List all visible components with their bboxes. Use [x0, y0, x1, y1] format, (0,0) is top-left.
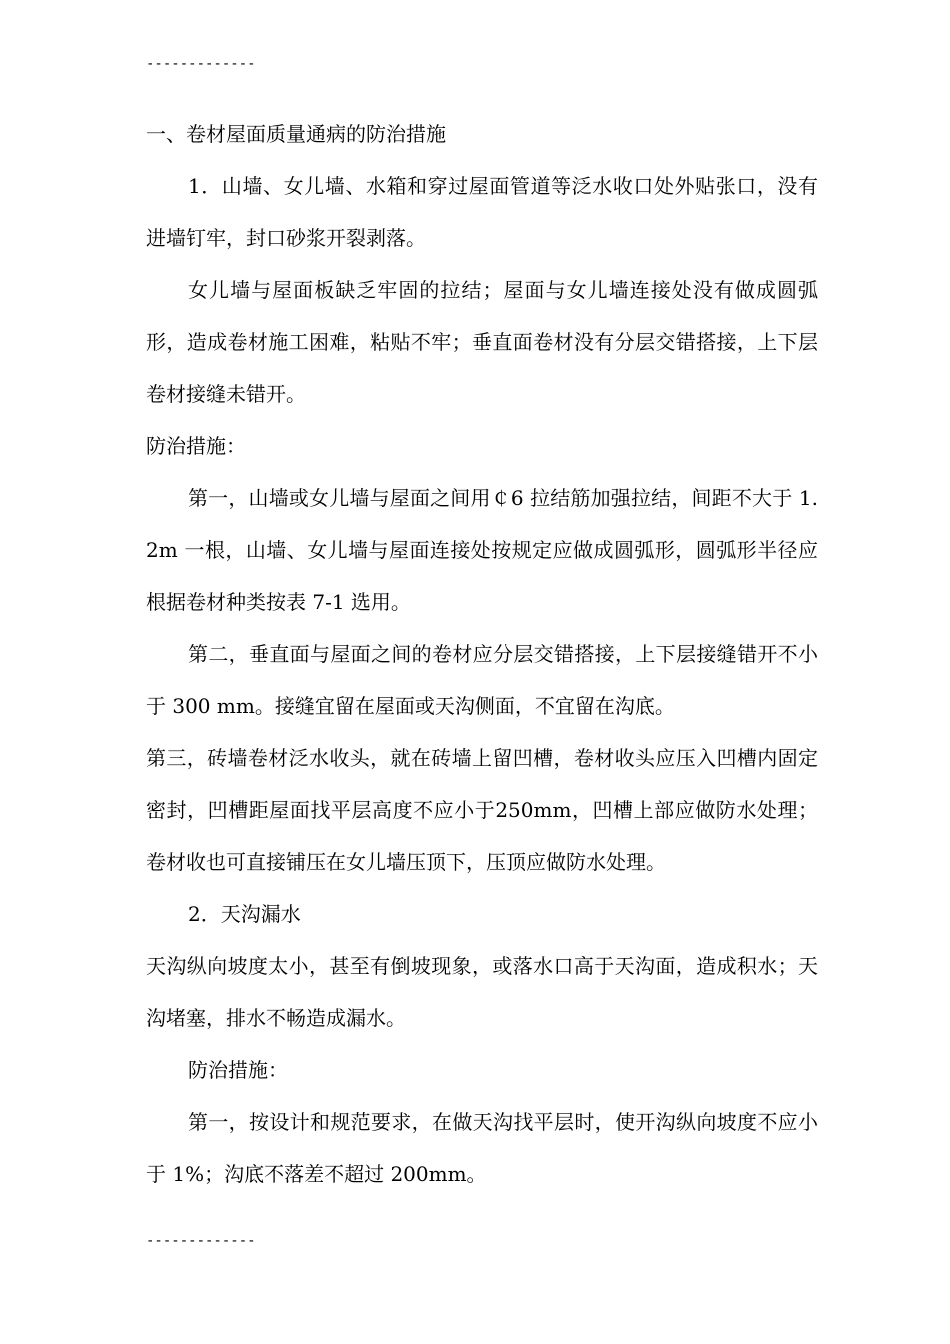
footer-rule: -------------: [146, 1233, 256, 1249]
paragraph-6: 第三，砖墙卷材泛水收头，就在砖墙上留凹槽，卷材收头应压入凹槽内固定密封，凹槽距屋面找平层高度不应小于250mm，凹槽上部应做防水处理；卷材收也可直接铺压在女儿墙压顶下，压顶应做防水处理。: [146, 746, 818, 874]
paragraph-10: 第一，按设计和规范要求，在做天沟找平层时，使开沟纵向坡度不应小于 1%；沟底不落差不超过 200mm。: [146, 1110, 818, 1186]
section-heading: 一、卷材屋面质量通病的防治措施: [146, 122, 446, 146]
paragraph-2: 女儿墙与屋面板缺乏牢固的拉结；屋面与女儿墙连接处没有做成圆弧形，造成卷材施工困难，粘贴不牢；垂直面卷材没有分层交错搭接，上下层卷材接缝未错开。: [146, 278, 818, 406]
paragraph-8: 天沟纵向坡度太小，甚至有倒坡现象，或落水口高于天沟面，造成积水；天沟堵塞，排水不畅造成漏水。: [146, 954, 818, 1030]
paragraph-1: 1．山墙、女儿墙、水箱和穿过屋面管道等泛水收口处外贴张口，没有进墙钉牢，封口砂浆开裂剥落。: [146, 174, 818, 250]
paragraph-4: 第一，山墙或女儿墙与屋面之间用￠6 拉结筋加强拉结，间距不大于 1.2m 一根，山墙、女儿墙与屋面连接处按规定应做成圆弧形，圆弧形半径应根据卷材种类按表 7-1 选用。: [146, 486, 818, 614]
paragraph-5: 第二，垂直面与屋面之间的卷材应分层交错搭接，上下层接缝错开不小于 300 mm。接缝宜留在屋面或天沟侧面，不宜留在沟底。: [146, 642, 818, 718]
paragraph-9: 防治措施：: [188, 1058, 288, 1082]
paragraph-3: 防治措施：: [146, 434, 246, 458]
header-rule: -------------: [146, 56, 256, 72]
document-body: [146, 108, 818, 1200]
subheading-2: 2．天沟漏水: [188, 902, 301, 926]
